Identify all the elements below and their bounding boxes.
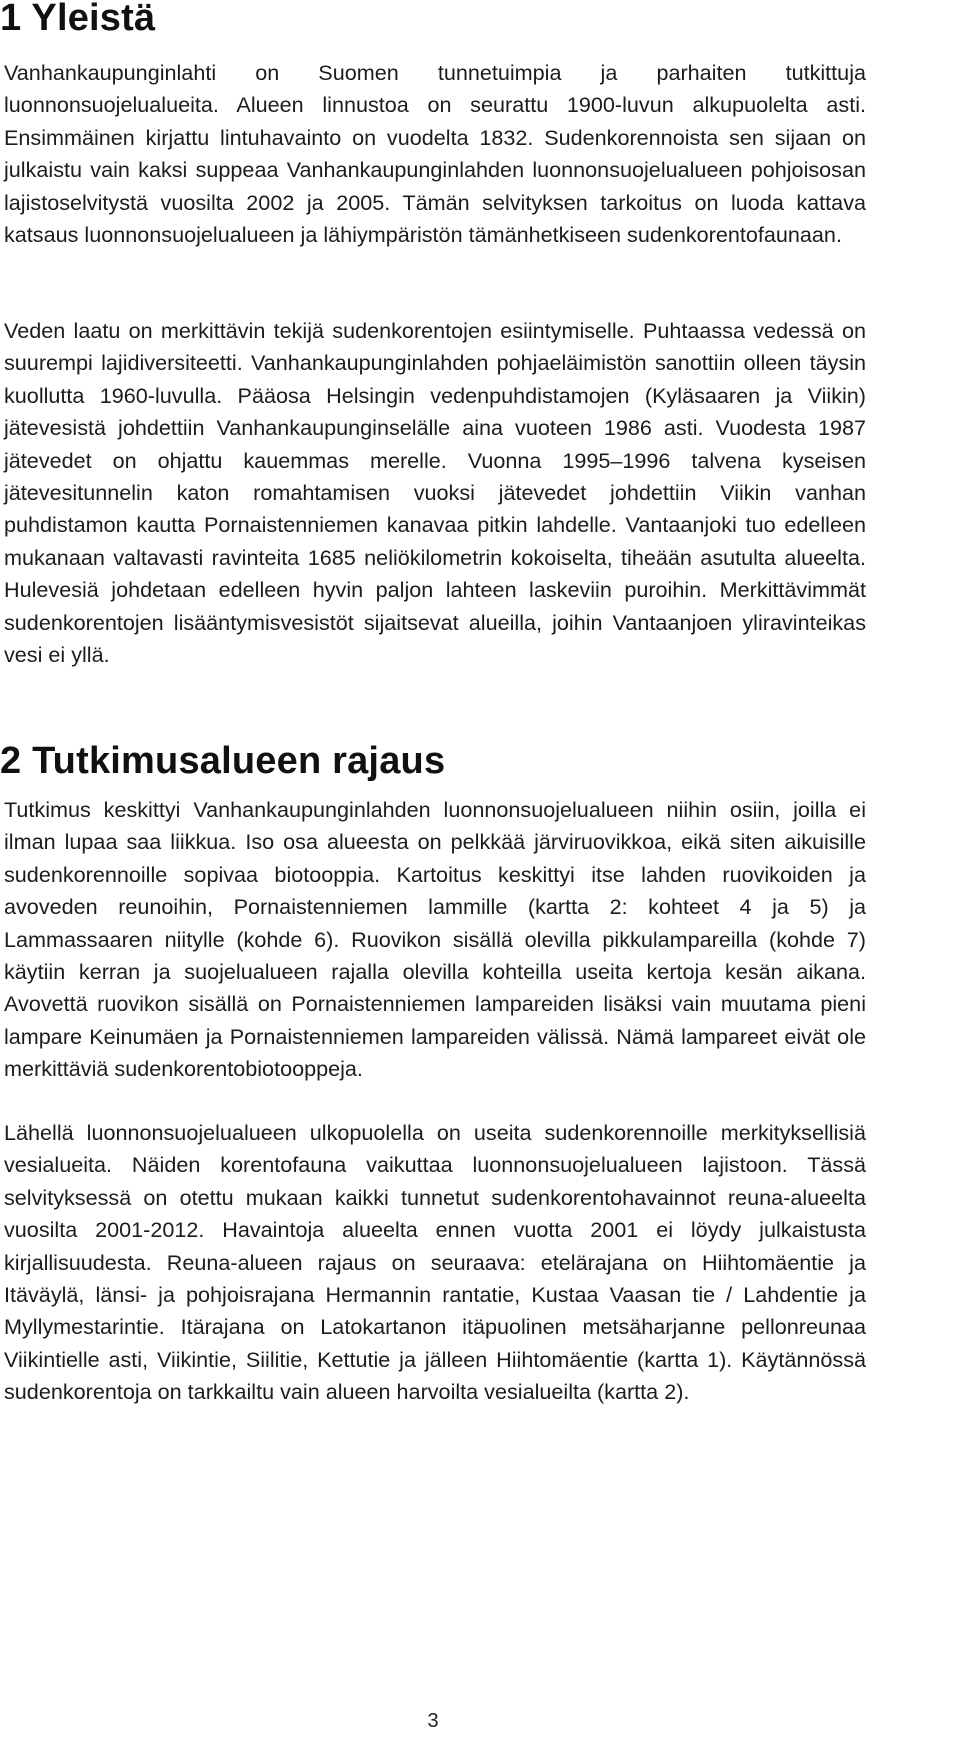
paragraph-yleista-intro: Vanhankaupunginlahti on Suomen tunnetuimpia ja parhaiten tutkittuja luonnonsuojelualueita. Alueen linnustoa on seurattu 1900-luvun alkupuolelta asti. Ensimmäinen kirjattu lintuhavainto on vuodelta 1832. Sudenkorennoista sen sijaan on julkaistu vain kaksi suppeaa Vanhankaupunginlahden luonnonsuojelualueen pohjoisosan lajistoselvitystä vuosilta 2002 ja 2005. Tämän selvityksen tarkoitus on luoda kattava katsaus luonnonsuojelualueen ja lähiympäristön tämänhetkiseen sudenkorentofaunaan. [4,60,866,248]
section-heading-yleista: 1 Yleistä [0,0,156,39]
paragraph-yleista-veden-laatu: Veden laatu on merkittävin tekijä sudenkorentojen esiintymiselle. Puhtaassa vedessä on suurempi lajidiversiteetti. Vanhankaupunginlahden pohjaeläimistön sanottiin olleen täysin kuollutta 1960-luvulla. Pääosa Helsingin vedenpuhdistamojen (Kyläsaaren ja Viikin) jätevesistä johdettiin Vanhankaupunginselälle aina vuoteen 1986 asti. Vuodesta 1987 jätevedet on ohjattu kauemmas merelle. Vuonna 1995–1996 talvena kyseisen jätevesitunnelin katon romahtamisen vuoksi jätevedet johdettiin Viikin vanhan puhdistamon kautta Pornaistenniemen kanavaa pitkin lahdelle. Vantaanjoki tuo edelleen mukanaan valtavasti ravinteita 1685 neliökilometrin kokoiselta, tiheään asutulta alueelta. Hulevesiä johdetaan edelleen hyvin paljon lahteen laskeviin puroihin. Merkittävimmät sudenkorentojen lisääntymisvesistöt sijaitsevat alueilla, joihin Vantaanjoen yliravinteikas vesi ei yllä. [4,318,866,668]
paragraph-rajaus-tutkimus: Tutkimus keskittyi Vanhankaupunginlahden luonnonsuojelualueen niihin osiin, joilla ei ilman lupaa saa liikkua. Iso osa alueesta on pelkkää järviruovikkoa, eikä siten aikuisille sudenkorennoille sopivaa biotooppia. Kartoitus keskittyi itse lahden ruovikoiden ja avoveden reunoihin, Pornaistenniemen lammille (kartta 2: kohteet 4 ja 5) ja Lammassaaren niitylle (kohde 6). Ruovikon sisällä olevilla pikkulampareilla (kohde 7) käytiin kerran ja suojelualueen rajalla olevilla kohteilla useita kertoja kesän aikana. Avovettä ruovikon sisällä on Pornaistenniemen lampareiden lisäksi vain muutama pieni lampare Keinumäen ja Pornaistenniemen lampareiden välissä. Nämä lampareet eivät ole merkittäviä sudenkorentobiotooppeja. [4,797,866,1082]
page-number: 3 [427,1710,439,1732]
section-heading-tutkimusalueen-rajaus: 2 Tutkimusalueen rajaus [0,740,446,782]
paragraph-rajaus-reuna-alue: Lähellä luonnonsuojelualueen ulkopuolella on useita sudenkorennoille merkityksellisiä vesialueita. Näiden korentofauna vaikuttaa luonnonsuojelualueen lajistoon. Tässä selvityksessä on otettu mukaan kaikki tunnetut sudenkorentohavainnot reuna-alueelta vuosilta 2001-2012. Havaintoja alueelta ennen vuotta 2001 ei löydy julkaistusta kirjallisuudesta. Reuna-alueen rajaus on seuraava: etelärajana on Hiihtomäentie ja Itäväylä, länsi- ja pohjoisrajana Hermannin rantatie, Kustaa Vaasan tie / Lahdentie ja Myllymestarintie. Itärajana on Latokartanon itäpuolinen metsäharjanne pellonreunaa Viikintielle asti, Viikintie, Siilitie, Kettutie ja jälleen Hiihtomäentie (kartta 1). Käytännössä sudenkorentoja on tarkkailtu vain alueen harvoilta vesialueilta (kartta 2). [4,1120,866,1405]
